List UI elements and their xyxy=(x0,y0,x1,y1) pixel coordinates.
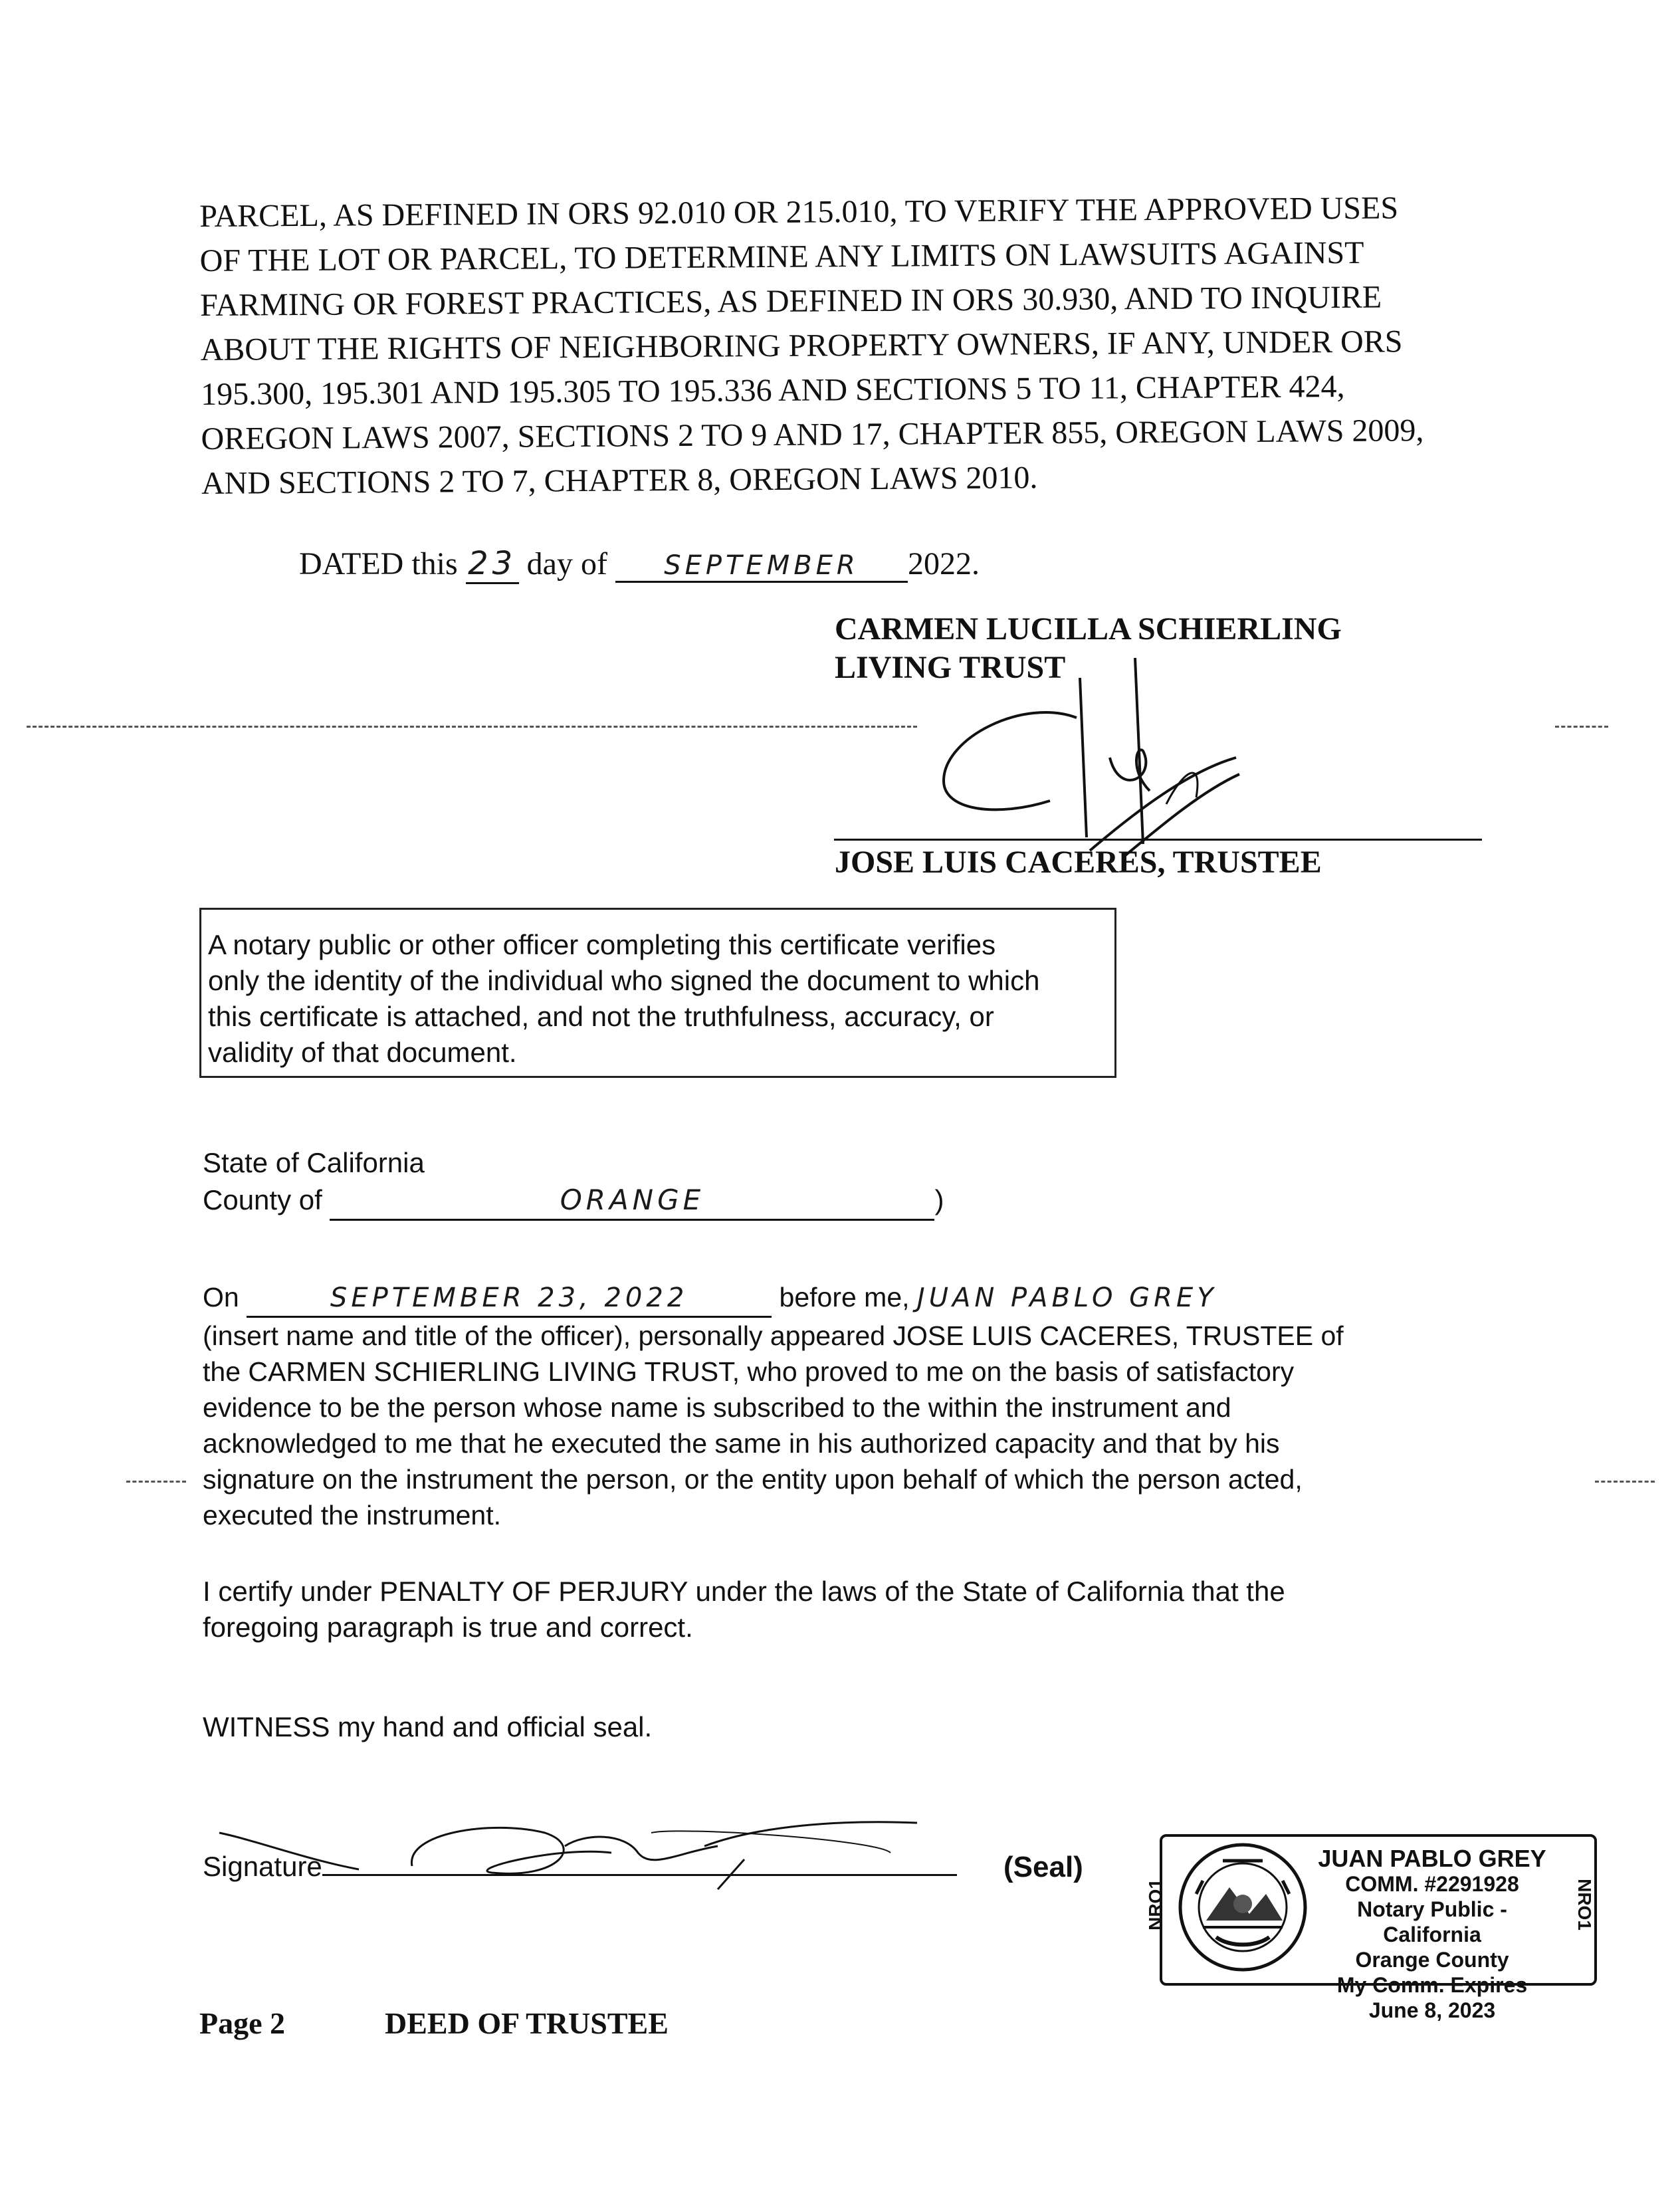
certify-line: foregoing paragraph is true and correct. xyxy=(203,1612,693,1643)
paragraph-line: PARCEL, AS DEFINED IN ORS 92.010 OR 215.010, TO VERIFY THE APPROVED USES xyxy=(199,190,1399,234)
dated-prefix: DATED this xyxy=(299,546,458,581)
county-paren: ) xyxy=(934,1184,944,1215)
county-line xyxy=(203,1182,944,1221)
seal-label: (Seal) xyxy=(1003,1851,1083,1883)
witness-line: WITNESS my hand and official seal. xyxy=(203,1711,653,1742)
venue-block xyxy=(203,1144,944,1221)
ack-notary-name: JUAN PABLO GREY xyxy=(916,1283,1217,1313)
dated-mid: day of xyxy=(526,546,607,581)
stamp-side-code-left: NRO1 xyxy=(1144,1879,1166,1931)
ack-line: acknowledged to me that he executed the same in his authorized capacity and that by his xyxy=(203,1428,1280,1459)
scan-fold-line xyxy=(27,726,917,728)
stamp-title: Notary Public - California xyxy=(1357,1897,1507,1946)
certify-line: I certify under PENALTY OF PERJURY under the laws of the State of California that the xyxy=(203,1576,1285,1607)
ack-line: (insert name and title of the officer), personally appeared JOSE LUIS CACERES, TRUSTEE of xyxy=(203,1320,1344,1351)
ack-date: SEPTEMBER 23, 2022 xyxy=(247,1280,772,1318)
paragraph-line: AND SECTIONS 2 TO 7, CHAPTER 8, OREGON LAWS 2010. xyxy=(201,460,1038,501)
dated-day: 23 xyxy=(466,545,519,584)
signature-label: Signature xyxy=(203,1851,322,1882)
notice-line: this certificate is attached, and not the truthfulness, accuracy, or xyxy=(208,1001,994,1032)
notice-line: only the identity of the individual who signed the document to which xyxy=(208,965,1040,996)
notice-line: validity of that document. xyxy=(208,1037,517,1068)
notice-line: A notary public or other officer completing this certificate verifies xyxy=(208,929,996,960)
trust-line-2: LIVING TRUST xyxy=(835,650,1066,685)
notary-stamp-text xyxy=(1316,1846,1548,2023)
stamp-county: Orange County xyxy=(1355,1948,1509,1972)
ack-line: executed the instrument. xyxy=(203,1500,501,1530)
county-value: ORANGE xyxy=(330,1182,934,1221)
deed-continuation-paragraph xyxy=(199,185,1504,506)
ack-line: signature on the instrument the person, or the entity upon behalf of which the person acted, xyxy=(203,1464,1303,1495)
paragraph-line: ABOUT THE RIGHTS OF NEIGHBORING PROPERTY OWNERS, IF ANY, UNDER ORS xyxy=(200,324,1403,367)
stamp-side-code-right: NRO1 xyxy=(1574,1879,1595,1931)
paragraph-line: 195.300, 195.301 AND 195.305 TO 195.336 AND SECTIONS 5 TO 11, CHAPTER 424, xyxy=(200,368,1345,412)
state-line: State of California xyxy=(203,1147,425,1178)
ack-before-me: before me, xyxy=(779,1282,910,1312)
certification-paragraph xyxy=(203,1574,1285,1645)
scan-fold-line xyxy=(1595,1481,1655,1483)
dated-year: 2022. xyxy=(907,546,980,581)
ack-line: evidence to be the person whose name is subscribed to the within the instrument and xyxy=(203,1392,1231,1423)
california-state-seal-icon xyxy=(1176,1841,1309,1974)
ack-line: the CARMEN SCHIERLING LIVING TRUST, who proved to me on the basis of satisfactory xyxy=(203,1356,1295,1387)
stamp-commission: COMM. #2291928 xyxy=(1345,1872,1519,1896)
document-title: DEED OF TRUSTEE xyxy=(385,2006,669,2040)
ack-on-label: On xyxy=(203,1282,239,1312)
scan-fold-line xyxy=(1555,726,1608,728)
notary-signature xyxy=(213,1806,944,1893)
county-label: County of xyxy=(203,1184,322,1215)
scan-fold-line xyxy=(126,1481,186,1483)
acknowledgment-paragraph xyxy=(203,1279,1532,1533)
dated-month: SEPTEMBER xyxy=(615,550,908,583)
ack-first-line xyxy=(203,1279,1532,1318)
stamp-expires: My Comm. Expires June 8, 2023 xyxy=(1336,1973,1528,2022)
trustee-name: JOSE LUIS CACERES, TRUSTEE xyxy=(835,845,1322,880)
dated-line xyxy=(299,545,980,584)
paragraph-line: FARMING OR FOREST PRACTICES, AS DEFINED IN ORS 30.930, AND TO INQUIRE xyxy=(199,279,1382,323)
paragraph-line: OF THE LOT OR PARCEL, TO DETERMINE ANY LIMITS ON LAWSUITS AGAINST xyxy=(199,235,1364,278)
notary-notice-box xyxy=(199,908,1116,1078)
paragraph-line: OREGON LAWS 2007, SECTIONS 2 TO 9 AND 17, CHAPTER 855, OREGON LAWS 2009, xyxy=(201,413,1424,457)
page-number: Page 2 xyxy=(199,2006,286,2040)
page-footer xyxy=(199,2006,669,2041)
trust-line-1: CARMEN LUCILLA SCHIERLING xyxy=(835,611,1342,647)
stamp-name: JUAN PABLO GREY xyxy=(1318,1845,1546,1872)
trustee-signature-line xyxy=(834,839,1482,841)
